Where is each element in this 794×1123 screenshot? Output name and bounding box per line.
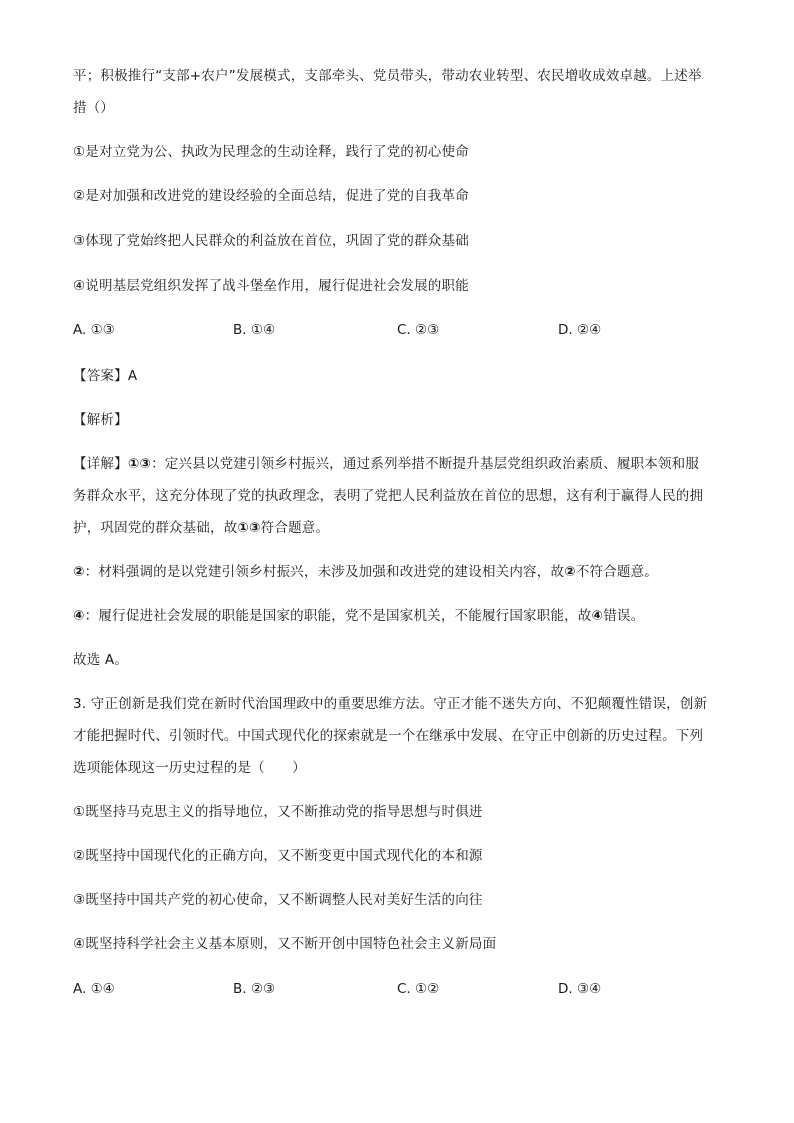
q3-option-b: B. ②③ — [233, 981, 276, 997]
q2-detail-line-2: 务群众水平，这充分体现了党的执政理念，表明了党把人民利益放在首位的思想，这有利于赢得人民的拥 — [73, 488, 704, 504]
q2-detail-line-1 — [73, 454, 723, 474]
detail-text-3c: 符合题意。 — [260, 520, 330, 536]
detail-text-1: ：定兴县以党建引领乡村振兴，通过系列举措不断提升基层党组织政治素质、履职本领和服 — [151, 456, 700, 472]
q2-item-3: ③体现了党始终把人民群众的利益放在首位，巩固了党的群众基础 — [73, 233, 469, 249]
q3-stem-line-3: 选项能体现这一历史过程的是（ ） — [73, 760, 306, 776]
q3-option-d: D. ③④ — [558, 981, 602, 997]
q2-conclusion: 故选 A。 — [73, 652, 129, 668]
answer-label: 【答案】 — [73, 368, 128, 384]
note4-text-b: ④ — [591, 608, 604, 624]
q2-option-c: C. ②③ — [397, 322, 440, 338]
detail-text-3a: 护，巩固党的群众基础，故 — [73, 520, 238, 536]
q3-item-3: ③既坚持中国共产党的初心使命，又不断调整人民对美好生活的向往 — [73, 892, 483, 908]
q3-item-1: ①既坚持马克思主义的指导地位，又不断推动党的指导思想与时俱进 — [73, 804, 483, 820]
q2-stem-line-1: 平；积极推行“支部+农户”发展模式，支部牵头、党员带头，带动农业转型、农民增收成效卓越。上述举 — [73, 68, 702, 84]
q3-option-c: C. ①② — [397, 981, 440, 997]
q3-option-a: A. ①④ — [73, 981, 115, 997]
note2-mark: ② — [73, 564, 85, 580]
note4-text-c: 错误。 — [603, 608, 645, 624]
q2-detail-line-3 — [73, 518, 723, 538]
q3-item-2: ②既坚持中国现代化的正确方向，又不断变更中国式现代化的本和源 — [73, 848, 483, 864]
q3-stem-line-1: 3. 守正创新是我们党在新时代治国理政中的重要思维方法。守正才能不迷失方向、不犯颠覆性错误，创新 — [73, 696, 708, 712]
detail-marks: ①③ — [127, 456, 152, 472]
q2-option-a: A. ①③ — [73, 322, 115, 338]
q2-note-4 — [73, 606, 723, 626]
q2-option-d: D. ②④ — [558, 322, 602, 338]
q2-analysis-label: 【解析】 — [73, 412, 128, 428]
note4-text-a: ：履行促进社会发展的职能是国家的职能，党不是国家机关，不能履行国家职能，故 — [84, 608, 592, 624]
q3-stem-line-2: 才能把握时代、引领时代。中国式现代化的探索就是一个在继承中发展、在守正中创新的历史过程。下列 — [73, 728, 704, 744]
q2-note-2 — [73, 562, 723, 582]
note2-text-b: ② — [564, 564, 576, 580]
q2-item-2: ②是对加强和改进党的建设经验的全面总结，促进了党的自我革命 — [73, 188, 469, 204]
detail-text-3b: ①③ — [237, 520, 261, 536]
detail-label: 【详解】 — [73, 456, 128, 472]
q2-stem-line-2: 措（） — [73, 100, 115, 116]
q2-option-b: B. ①④ — [233, 322, 276, 338]
note4-mark: ④ — [73, 608, 85, 624]
q2-answer — [73, 366, 723, 386]
note2-text-a: ：材料强调的是以党建引领乡村振兴，未涉及加强和改进党的建设相关内容，故 — [84, 564, 565, 580]
q2-item-4: ④说明基层党组织发挥了战斗堡垒作用，履行促进社会发展的职能 — [73, 278, 469, 294]
answer-value: A — [127, 368, 138, 384]
note2-text-c: 不符合题意。 — [575, 564, 658, 580]
q2-item-1: ①是对立党为公、执政为民理念的生动诠释，践行了党的初心使命 — [73, 144, 469, 160]
q3-item-4: ④既坚持科学社会主义基本原则，又不断开创中国特色社会主义新局面 — [73, 936, 497, 952]
